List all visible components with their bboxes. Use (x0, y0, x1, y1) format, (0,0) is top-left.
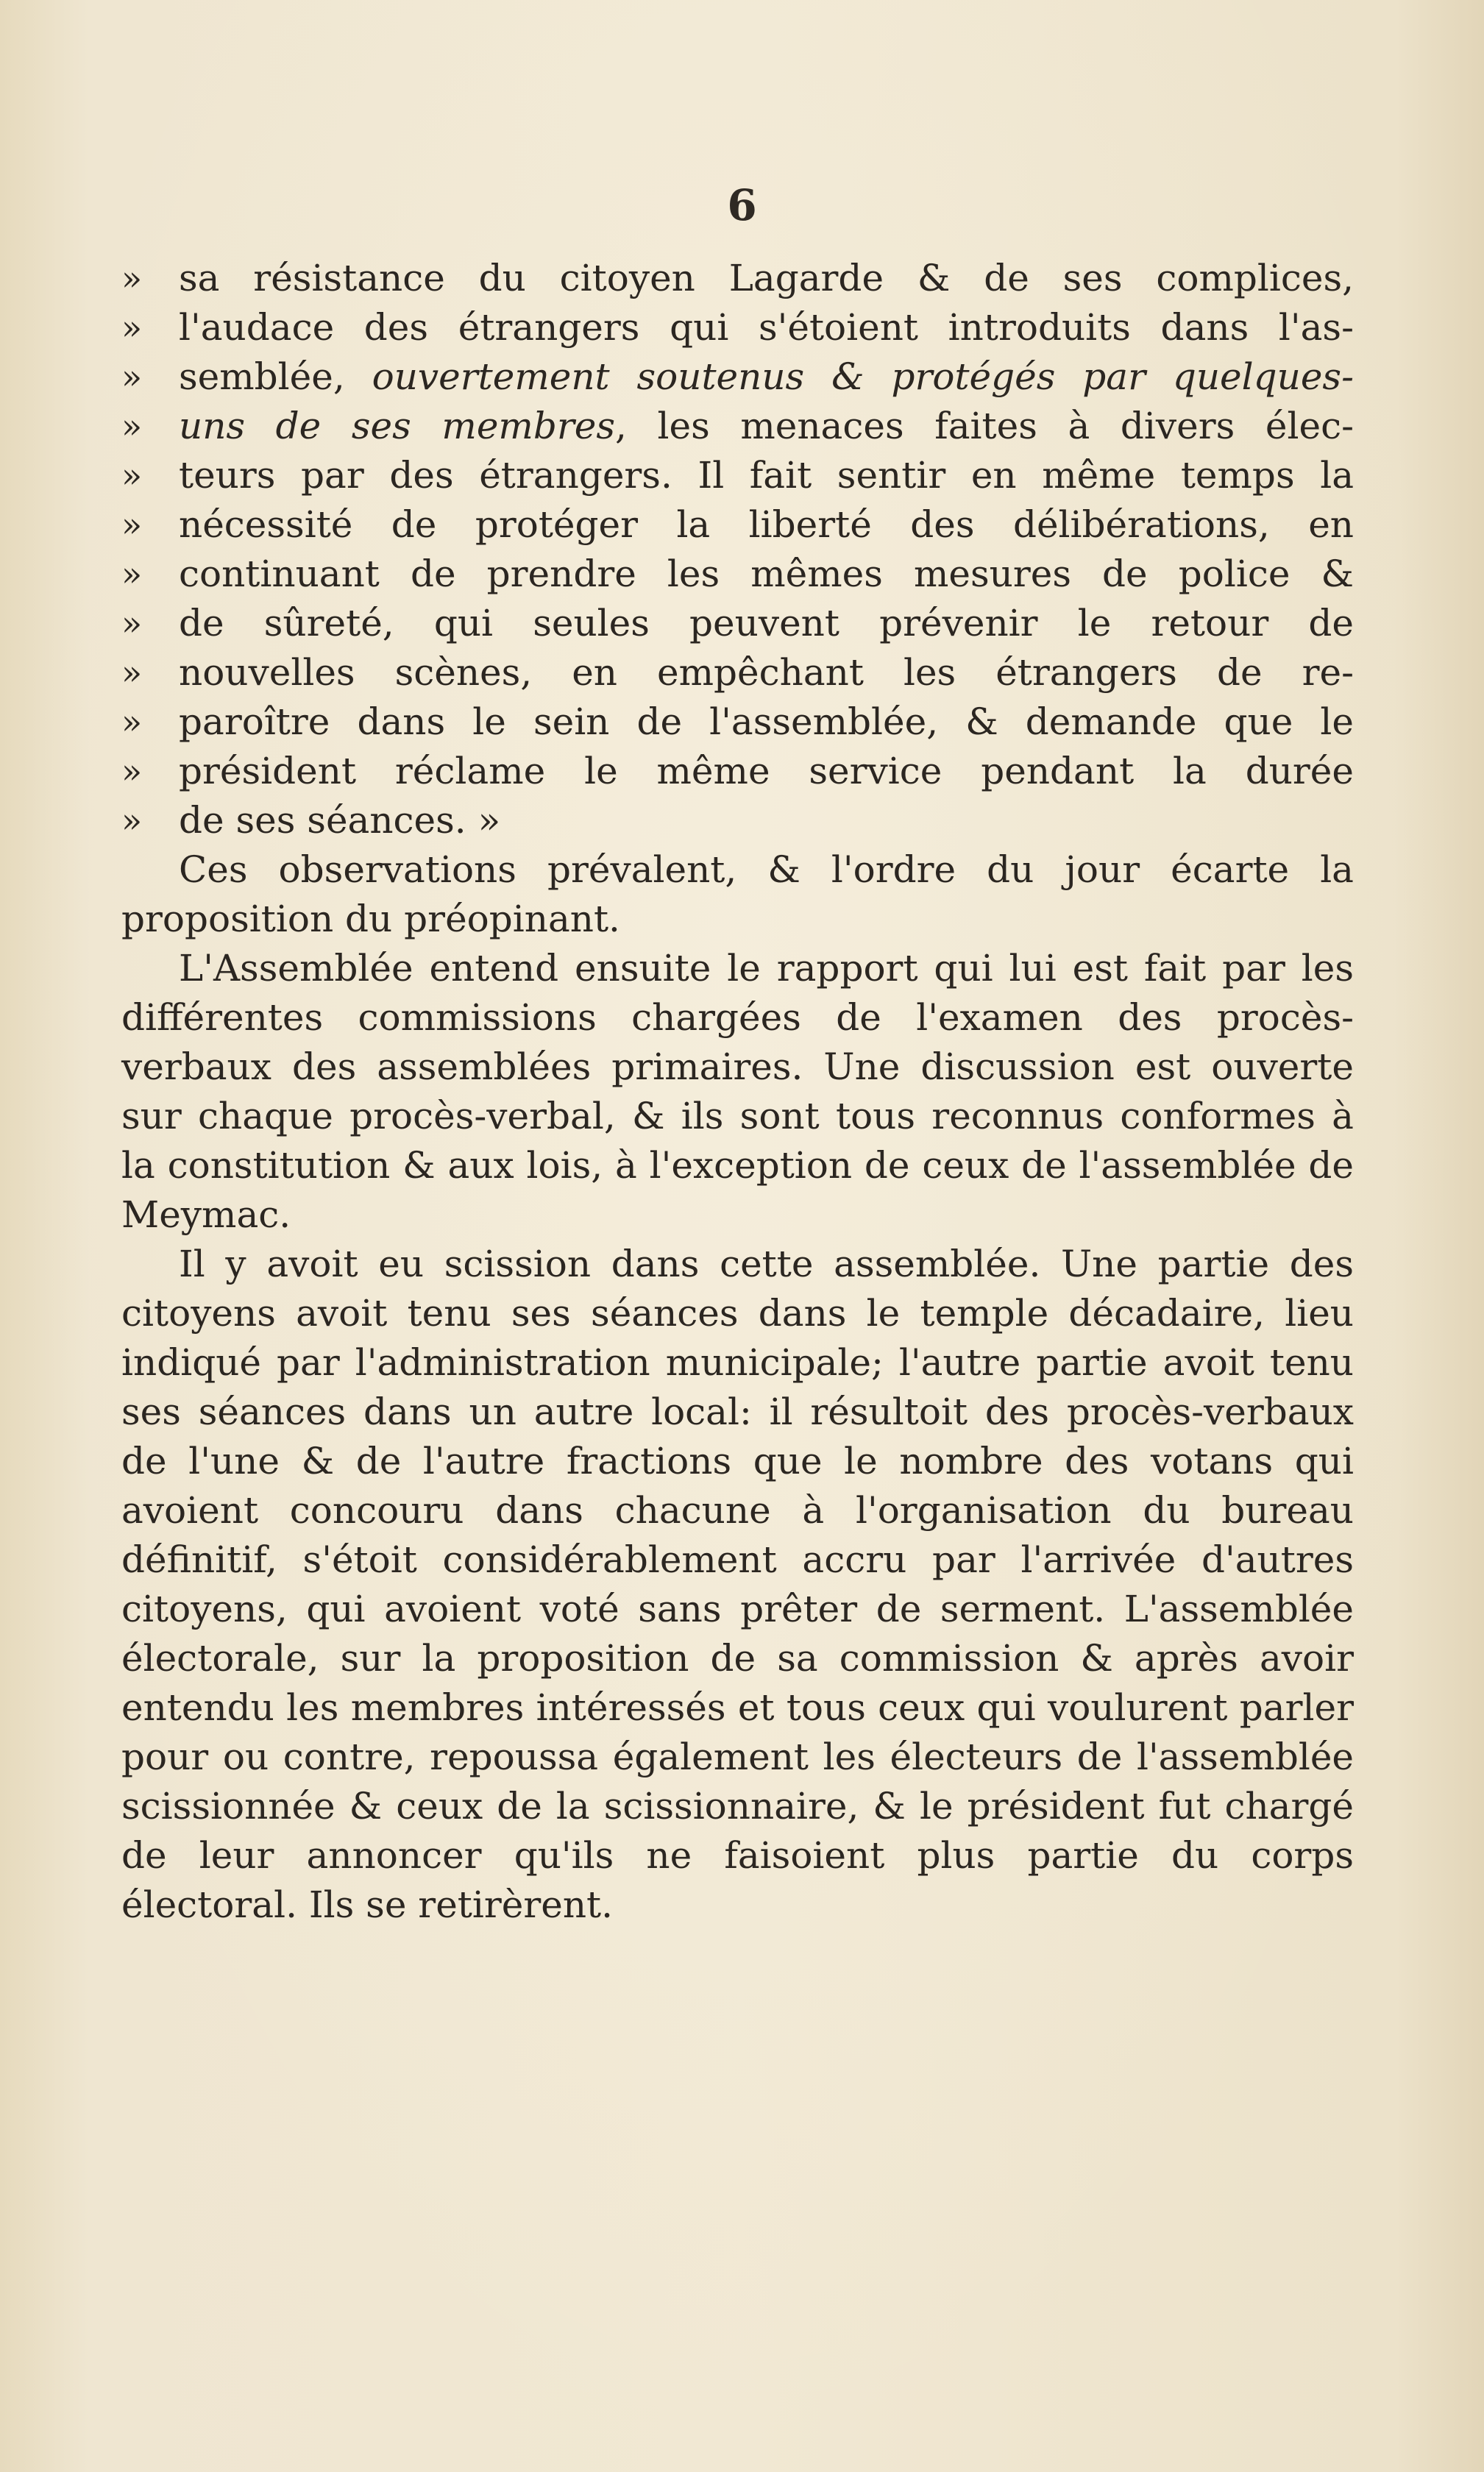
quote-line-text: paroître dans le sein de l'assemblée, & demande que le (179, 700, 1354, 743)
quote-line-text: président réclame le même service pendant la durée (179, 750, 1354, 792)
quote-line-text: l'audace des étrangers qui s'étoient introduits dans l'as- (179, 306, 1354, 349)
quote-line (121, 747, 1354, 796)
quote-line-italic: ouvertement soutenus & protégés par quelques- (372, 355, 1354, 398)
quote-line (121, 451, 1354, 500)
guillemet-mark: » (121, 455, 143, 495)
quote-line (121, 303, 1354, 352)
quote-line-text: semblée, (179, 355, 372, 398)
quote-line (121, 796, 1354, 845)
quote-line-text: continuant de prendre les mêmes mesures de police & (179, 553, 1354, 595)
quote-line-text: teurs par des étrangers. Il fait sentir en même temps la (179, 454, 1354, 497)
guillemet-mark: » (121, 505, 143, 544)
quote-line-text: , les menaces faites à divers élec- (614, 405, 1354, 447)
quote-line (121, 500, 1354, 550)
page-number: 6 (727, 180, 757, 230)
paragraph: L'Assemblée entend ensuite le rapport qui lui est fait par les différentes commissions chargées de l'examen des procès-verbaux des assemblées primaires. Une discussion est ouverte sur chaque procès-verbal, & ils sont tous reconnus conformes à la constitution & aux lois, à l'exception de ceux de l'assemblée de Meymac. (121, 947, 1354, 1236)
quote-line (121, 697, 1354, 747)
guillemet-mark: » (121, 308, 143, 347)
paragraph: Il y avoit eu scission dans cette assemblée. Une partie des citoyens avoit tenu ses séances dans le temple décadaire, lieu indiqué par l'administration municipale; l'autre partie avoit tenu ses séances dans un autre local: il résultoit des procès-verbaux de l'une & de l'autre fractions que le nombre des votans qui avoient concouru dans chacune à l'organisation du bureau définitif, s'étoit considérablement accru par l'arrivée d'autres citoyens, qui avoient voté sans prêter de serment. L'assemblée électorale, sur la proposition de sa commission & après avoir entendu les membres intéressés et tous ceux qui voulurent parler pour ou contre, repoussa également les électeurs de l'assemblée scissionnée & ceux de la scissionnaire, & le président fut chargé de leur annoncer qu'ils ne faisoient plus partie du corps électoral. Ils se retirèrent. (121, 1243, 1354, 1926)
quote-line-text: de sûreté, qui seules peuvent prévenir le retour de (179, 602, 1354, 644)
quote-line (121, 550, 1354, 599)
guillemet-mark: » (121, 258, 143, 298)
quote-line-text: nouvelles scènes, en empêchant les étrangers de re- (179, 651, 1354, 694)
quote-line-text: de ses séances. » (179, 799, 501, 842)
quote-line (121, 402, 1354, 451)
guillemet-mark: » (121, 653, 143, 692)
quote-line (121, 599, 1354, 648)
guillemet-mark: » (121, 357, 143, 397)
guillemet-mark: » (121, 406, 143, 446)
quote-line (121, 648, 1354, 697)
guillemet-mark: » (121, 800, 143, 840)
quote-line-text: sa résistance du citoyen Lagarde & de ses complices, (179, 257, 1354, 299)
quote-line-italic: uns de ses membres (179, 405, 615, 447)
paragraph: Ces observations prévalent, & l'ordre du jour écarte la proposition du préopinant. (121, 848, 1354, 940)
quote-line-text: nécessité de protéger la liberté des délibérations, en (179, 503, 1354, 546)
quote-line (121, 352, 1354, 402)
guillemet-mark: » (121, 603, 143, 643)
guillemet-mark: » (121, 751, 143, 791)
quote-line (121, 254, 1354, 303)
text-block (121, 254, 1354, 1930)
guillemet-mark: » (121, 554, 143, 594)
guillemet-mark: » (121, 702, 143, 742)
